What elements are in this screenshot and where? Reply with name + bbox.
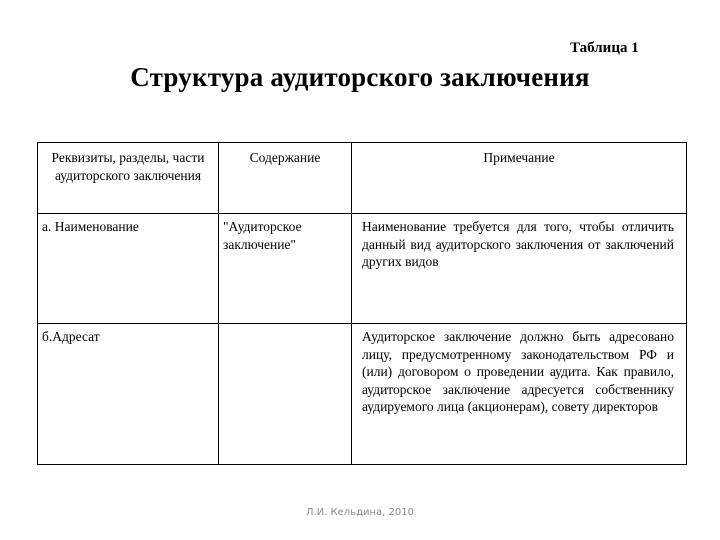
- section-cell: б.Адресат: [38, 324, 219, 465]
- column-header-note: Примечание: [352, 143, 687, 214]
- column-header-sections: Реквизиты, разделы, части аудиторского заключения: [38, 143, 219, 214]
- note-cell: Аудиторское заключение должно быть адресовано лицу, предусмотренному законодательством РФ и (или) договором о проведении аудита. Как правило, аудиторское заключение адресуется собственнику аудируемого лица (акционерам), совету директоров: [352, 324, 687, 465]
- audit-report-structure-table: [37, 142, 687, 465]
- note-cell: Наименование требуется для того, чтобы отличить данный вид аудиторского заключения от заключений других видов: [352, 214, 687, 324]
- author-footer: Л.И. Кельдина, 2010: [306, 507, 414, 518]
- table-row: [38, 324, 687, 465]
- table-row: [38, 214, 687, 324]
- column-header-content: Содержание: [219, 143, 352, 214]
- table-header-row: [38, 143, 687, 214]
- page-title: Структура аудиторского заключения: [130, 62, 590, 92]
- table-number-label: Таблица 1: [570, 40, 639, 56]
- content-cell: "Аудиторское заключение": [219, 214, 352, 324]
- content-cell: [219, 324, 352, 465]
- section-cell: а. Наименование: [38, 214, 219, 324]
